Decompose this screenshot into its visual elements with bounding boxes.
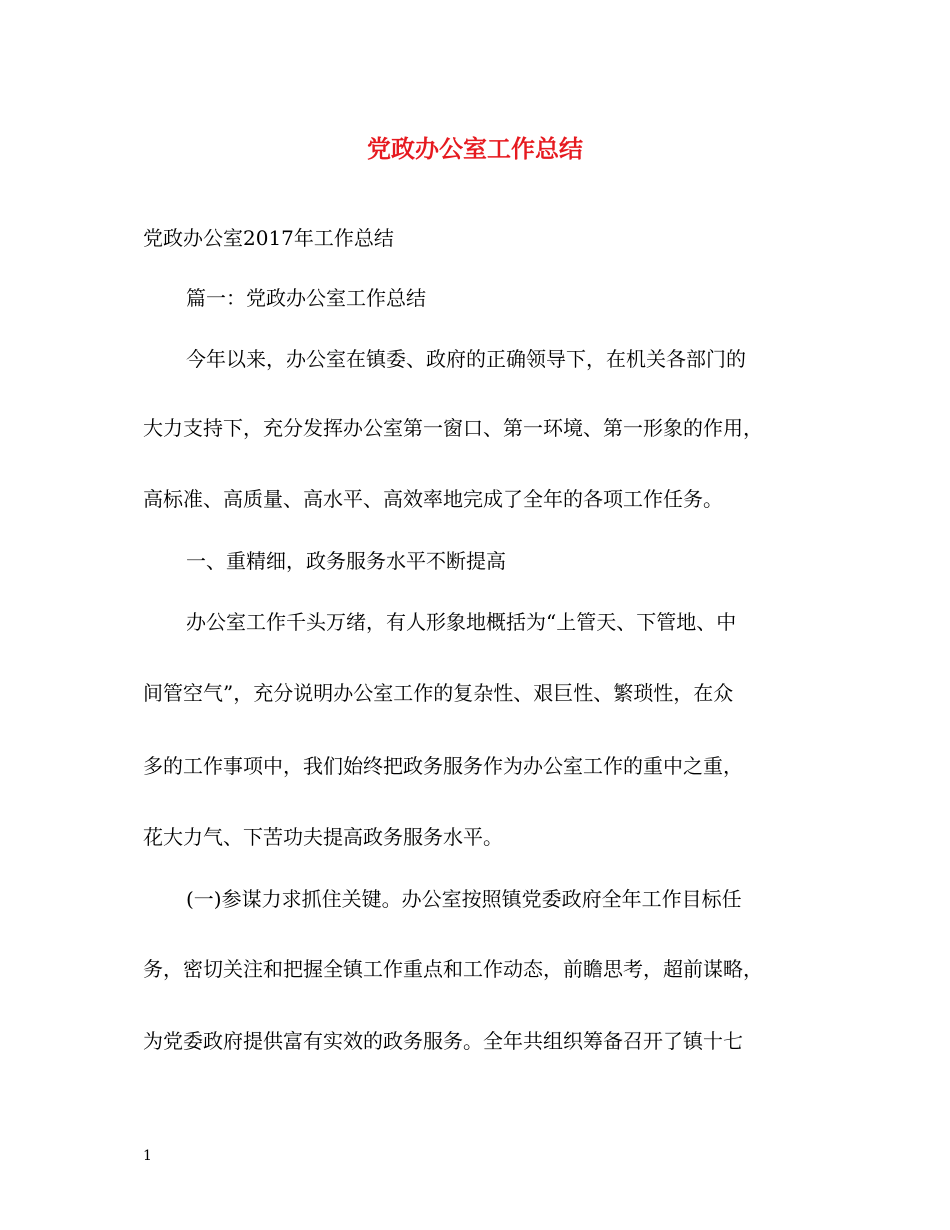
- body-text-line: 多的工作事项中，我们始终把政务服务作为办公室工作的重中之重，: [143, 754, 743, 778]
- body-text-line: 大力支持下，充分发挥办公室第一窗口、第一环境、第一形象的作用，: [143, 416, 763, 440]
- body-text-line: 办公室工作千头万绪，有人形象地概括为“上管天、下管地、中: [186, 610, 737, 634]
- body-text-line: 务，密切关注和把握全镇工作重点和工作动态，前瞻思考，超前谋略，: [143, 957, 763, 981]
- page-number: 1: [143, 1148, 152, 1164]
- document-title: 党政办公室工作总结: [367, 134, 583, 163]
- subtitle-line: 党政办公室2017年工作总结: [143, 226, 394, 250]
- body-text-line: 高标准、高质量、高水平、高效率地完成了全年的各项工作任务。: [143, 487, 723, 511]
- body-text-line: 为党委政府提供富有实效的政务服务。全年共组织筹备召开了镇十七: [143, 1029, 743, 1053]
- section-heading-line: 一、重精细，政务服务水平不断提高: [186, 549, 506, 573]
- body-text-line: 今年以来，办公室在镇委、政府的正确领导下，在机关各部门的: [186, 347, 746, 371]
- body-text-line: 间管空气”，充分说明办公室工作的复杂性、艰巨性、繁琐性，在众: [143, 681, 734, 705]
- section-heading-line: 篇一：党政办公室工作总结: [186, 286, 426, 310]
- body-text-line: (一)参谋力求抓住关键。办公室按照镇党委政府全年工作目标任: [186, 887, 742, 911]
- body-text-line: 花大力气、下苦功夫提高政务服务水平。: [143, 825, 503, 849]
